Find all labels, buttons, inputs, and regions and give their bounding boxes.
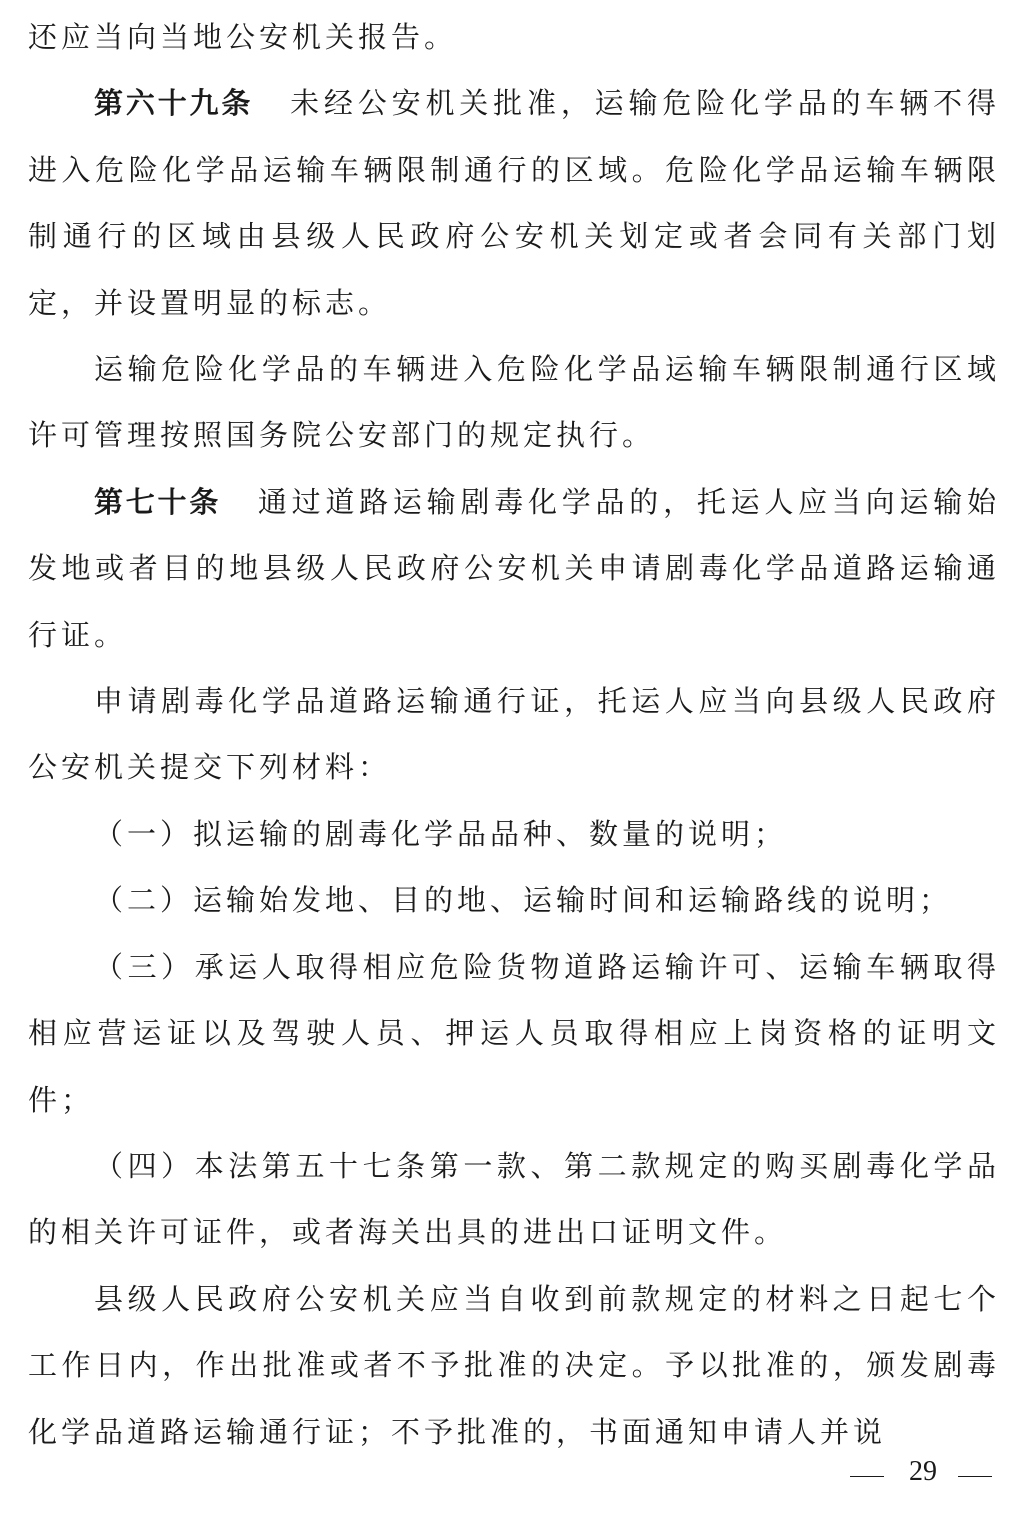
footer-dash-right bbox=[958, 1476, 992, 1477]
page-number: 29 bbox=[909, 1456, 937, 1487]
paragraph-text: （三）承运人取得相应危险货物道路运输许可、运输车辆取得相应营运证以及驾驶人员、押运人员取得相应上岗资格的证明文件； bbox=[28, 949, 1000, 1117]
paragraph-text: 还应当向当地公安机关报告。 bbox=[28, 20, 458, 54]
paragraph-10 bbox=[28, 1266, 1000, 1465]
paragraph-text: 通过道路运输剧毒化学品的，托运人应当向运输始发地或者目的地县级人民政府公安机关申请剧毒化学品道路运输通行证。 bbox=[28, 484, 1000, 652]
article-70 bbox=[28, 469, 1000, 668]
list-item-4 bbox=[28, 1133, 1000, 1266]
paragraph-3 bbox=[28, 336, 1000, 469]
list-item-2 bbox=[28, 867, 1000, 933]
paragraph-1 bbox=[28, 4, 1000, 70]
paragraph-text: 县级人民政府公安机关应当自收到前款规定的材料之日起七个工作日内，作出批准或者不予批准的决定。予以批准的，颁发剧毒化学品道路运输通行证；不予批准的，书面通知申请人并说 bbox=[28, 1281, 1000, 1449]
list-item-1 bbox=[28, 801, 1000, 867]
paragraph-text: （一）拟运输的剧毒化学品品种、数量的说明； bbox=[94, 816, 788, 851]
paragraph-text: （二）运输始发地、目的地、运输时间和运输路线的说明； bbox=[94, 883, 953, 918]
article-69 bbox=[28, 70, 1000, 336]
document-body bbox=[28, 4, 1000, 1465]
paragraph-5 bbox=[28, 668, 1000, 801]
paragraph-text: 运输危险化学品的车辆进入危险化学品运输车辆限制通行区域许可管理按照国务院公安部门的规定执行。 bbox=[28, 352, 1000, 453]
list-item-3 bbox=[28, 934, 1000, 1133]
paragraph-text: 申请剧毒化学品道路运输通行证，托运人应当向县级人民政府公安机关提交下列材料： bbox=[28, 684, 1000, 785]
article-heading: 第七十条 bbox=[94, 484, 222, 519]
footer-dash-left bbox=[850, 1476, 884, 1477]
paragraph-text: （四）本法第五十七条第一款、第二款规定的购买剧毒化学品的相关许可证件，或者海关出具的进出口证明文件。 bbox=[28, 1148, 1000, 1250]
paragraph-text: 未经公安机关批准，运输危险化学品的车辆不得进入危险化学品运输车辆限制通行的区域。危险化学品运输车辆限制通行的区域由县级人民政府公安机关划定或者会同有关部门划定，并设置明显的标志。 bbox=[28, 86, 1000, 320]
article-heading: 第六十九条 bbox=[94, 86, 254, 121]
